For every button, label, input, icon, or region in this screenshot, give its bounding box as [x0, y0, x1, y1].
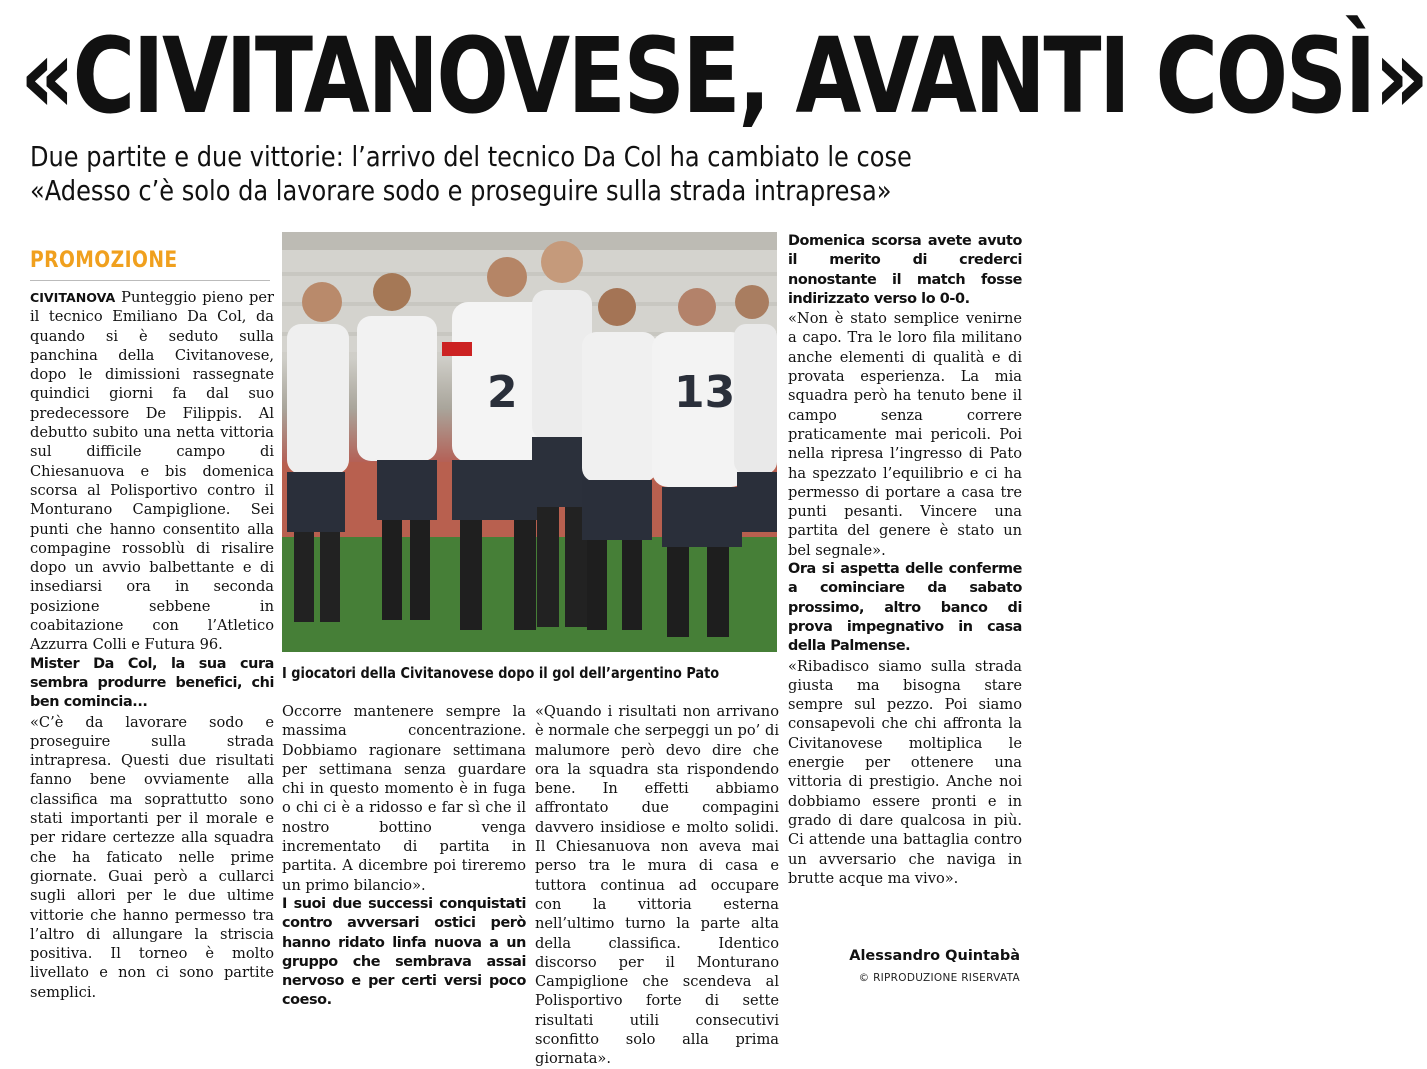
question-4: Ora si aspetta delle conferme a cominciare da sabato prossimo, altro banco di prova impegnativo in casa della Palmense.: [788, 561, 1022, 655]
question-1: Mister Da Col, la sua cura sembra produrre benefici, chi ben comincia...: [30, 655, 274, 711]
answer-2: «Quando i risultati non arrivano è normale che serpeggi un po’ di malumore però devo dire che ora la squadra sta rispondendo bene. In effetti abbiamo affrontato due compagini davvero insidiose e molto solidi. Il Chiesanuova non aveva mai perso tra le mura di casa e tuttora continua ad occupare con la vittoria esterna nell’ultimo turno la parte alta della classifica. Identico discorso per il Monturano Campiglione che scendeva al Polisportivo forte di sette risultati utili consecutivi sconfitto solo alla prima giornata».: [535, 703, 779, 1068]
jersey-number-center: 2: [487, 367, 518, 418]
question-2: I suoi due successi conquistati contro avversari ostici però hanno ridato linfa nuova a un gruppo che sembrava assai nervoso e per certi versi poco coeso.: [282, 895, 526, 1009]
section-label: PROMOZIONE: [30, 248, 178, 273]
dateline: CIVITANOVA: [30, 290, 116, 305]
jersey-number-right: 13: [674, 367, 736, 418]
article-column-2: [282, 702, 526, 1009]
article-column-4: [788, 232, 1022, 967]
answer-1-part-2: Occorre mantenere sempre la massima concentrazione. Dobbiamo ragionare settimana per settimana senza guardare chi in questo momento è in fuga o chi ci è a ridosso e far sì che il nostro bottino venga incrementato di partita in partita. A dicembre poi tireremo un primo bilancio».: [282, 703, 526, 894]
intro-paragraph: [30, 288, 274, 655]
answer-1-part-1: «C’è da lavorare sodo e proseguire sulla strada intrapresa. Questi due risultati fanno bene ovviamente alla classifica ma soprattutto sono stati importanti per il morale e per ridare certezze alla squadra che ha faticato nelle prime giornate. Guai però a cullarci sugli allori per le due ultime vittorie che hanno permesso tra l’altro di allungare la striscia positiva. Il torneo è molto livellato e non ci sono partite semplici.: [30, 713, 274, 1001]
article-column-3: [535, 702, 779, 1068]
subtitle-line-1: Due partite e due vittorie: l’arrivo del tecnico Da Col ha cambiato le cose: [30, 140, 912, 173]
headline: «CIVITANOVESE, AVANTI COSÌ»: [20, 15, 1427, 137]
byline: Alessandro Quintabà: [849, 948, 1020, 964]
intro-text: Punteggio pieno per il tecnico Emiliano Da Col, da quando si è seduto sulla panchina della Civitanovese, dopo le dimissioni rassegnate quindici giorni fa dal suo predecessore De Filippis. Al debutto subito una netta vittoria sul difficile campo di Chiesanuova e bis domenica scorsa al Polisportivo contro il Monturano Campiglione. Sei punti che hanno consentito alla compagine rossoblù di risalire dopo un avvio balbettante e di insediarsi ora in seconda posizione sebbene in coabitazione con l’Atletico Azzurra Colli e Futura 96.: [30, 289, 274, 654]
copyright-notice: © RIPRODUZIONE RISERVATA: [858, 972, 1020, 984]
question-3: Domenica scorsa avete avuto il merito di crederci nonostante il match fosse indirizzato verso lo 0-0.: [788, 233, 1022, 307]
article-column-1: [30, 288, 274, 1001]
football-team-celebration-photo-icon: [282, 232, 777, 652]
subtitle-line-2: «Adesso c’è solo da lavorare sodo e proseguire sulla strada intrapresa»: [30, 174, 892, 207]
photo-caption: I giocatori della Civitanovese dopo il gol dell’argentino Pato: [282, 664, 720, 682]
answer-3: «Non è stato semplice venirne a capo. Tra le loro fila militano anche elementi di qualità e di provata esperienza. La mia squadra però ha tenuto bene il campo senza correre praticamente mai pericoli. Poi nella ripresa l’ingresso di Pato ha spezzato l’equilibrio e ci ha permesso di portare a casa tre punti pesanti. Vincere una partita del genere è stato un bel segnale».: [788, 310, 1022, 559]
section-divider: [30, 280, 270, 281]
team-photo: [282, 232, 777, 652]
answer-4: «Ribadisco siamo sulla strada giusta ma bisogna stare sempre sul pezzo. Poi siamo consapevoli che chi affronta la Civitanovese moltiplica le energie per ottenere una vittoria di prestigio. Anche noi dobbiamo essere pronti e in grado di dare qualcosa in più. Ci attende una battaglia contro un avversario che naviga in brutte acque ma vivo».: [788, 657, 1022, 887]
